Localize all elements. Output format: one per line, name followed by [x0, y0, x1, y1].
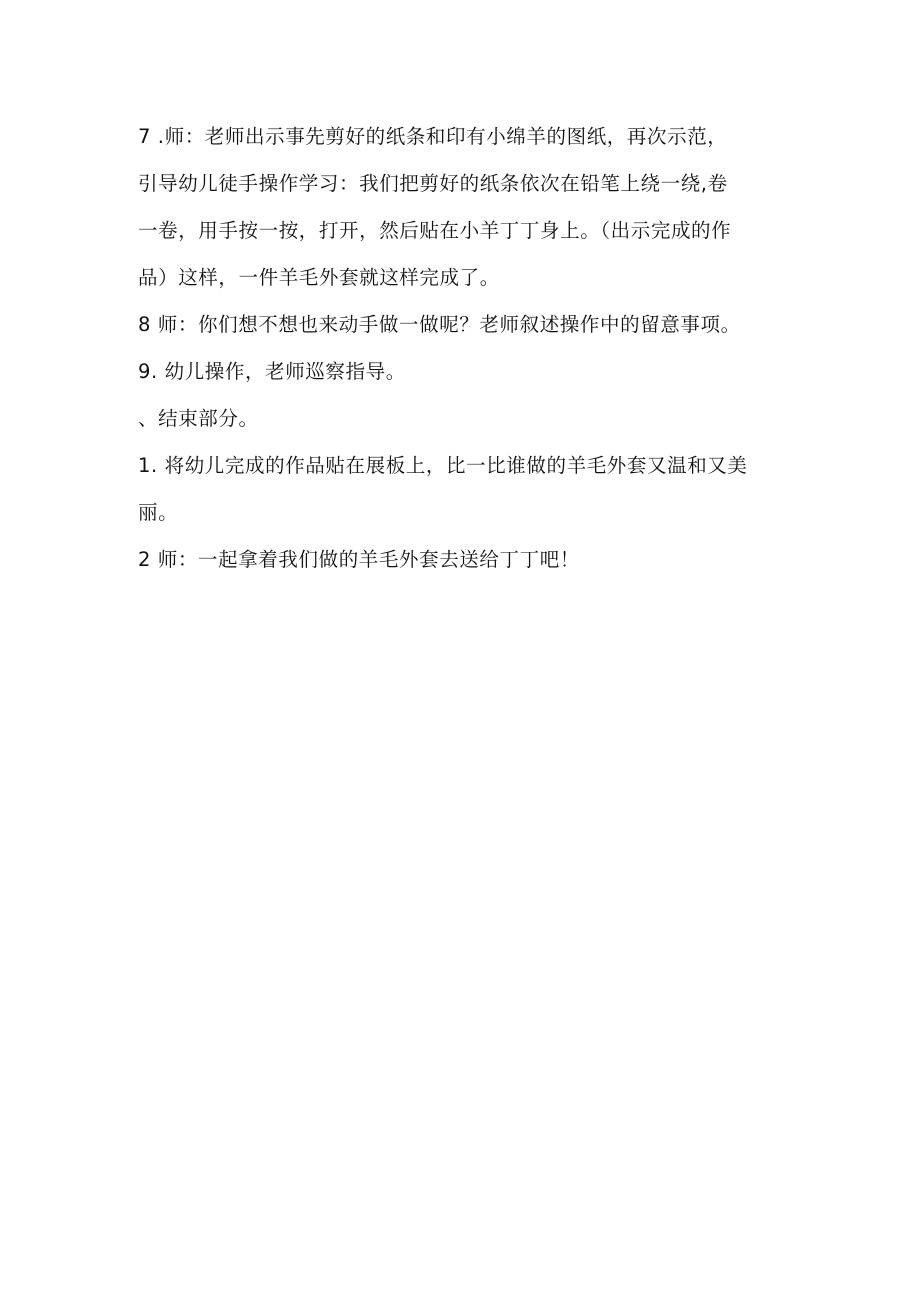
- text-line: 一卷，用手按一按，打开，然后贴在小羊丁丁身上。（出示完成的作: [138, 219, 732, 242]
- text-line: 7 .师：老师出示事先剪好的纸条和印有小绵羊的图纸，再次示范，: [138, 125, 728, 148]
- text-line: 丽。: [138, 501, 179, 524]
- text-line: 品）这样，一件羊毛外套就这样完成了。: [138, 266, 500, 289]
- section-heading: 、结束部分。: [138, 407, 259, 430]
- document-body: [138, 117, 798, 587]
- text-line: 1. 将幼儿完成的作品贴在展板上，比一比谁做的羊毛外套又温和又美: [138, 454, 748, 477]
- text-line: 8 师：你们想不想也来动手做一做呢？老师叙述操作中的留意事项。: [138, 313, 741, 336]
- text-line: 2 师：一起拿着我们做的羊毛外套去送给丁丁吧！: [138, 548, 580, 571]
- text-line: 9. 幼儿操作，老师巡察指导。: [138, 360, 406, 383]
- text-line: 引导幼儿徒手操作学习：我们把剪好的纸条依次在铅笔上绕一绕,卷: [138, 172, 728, 195]
